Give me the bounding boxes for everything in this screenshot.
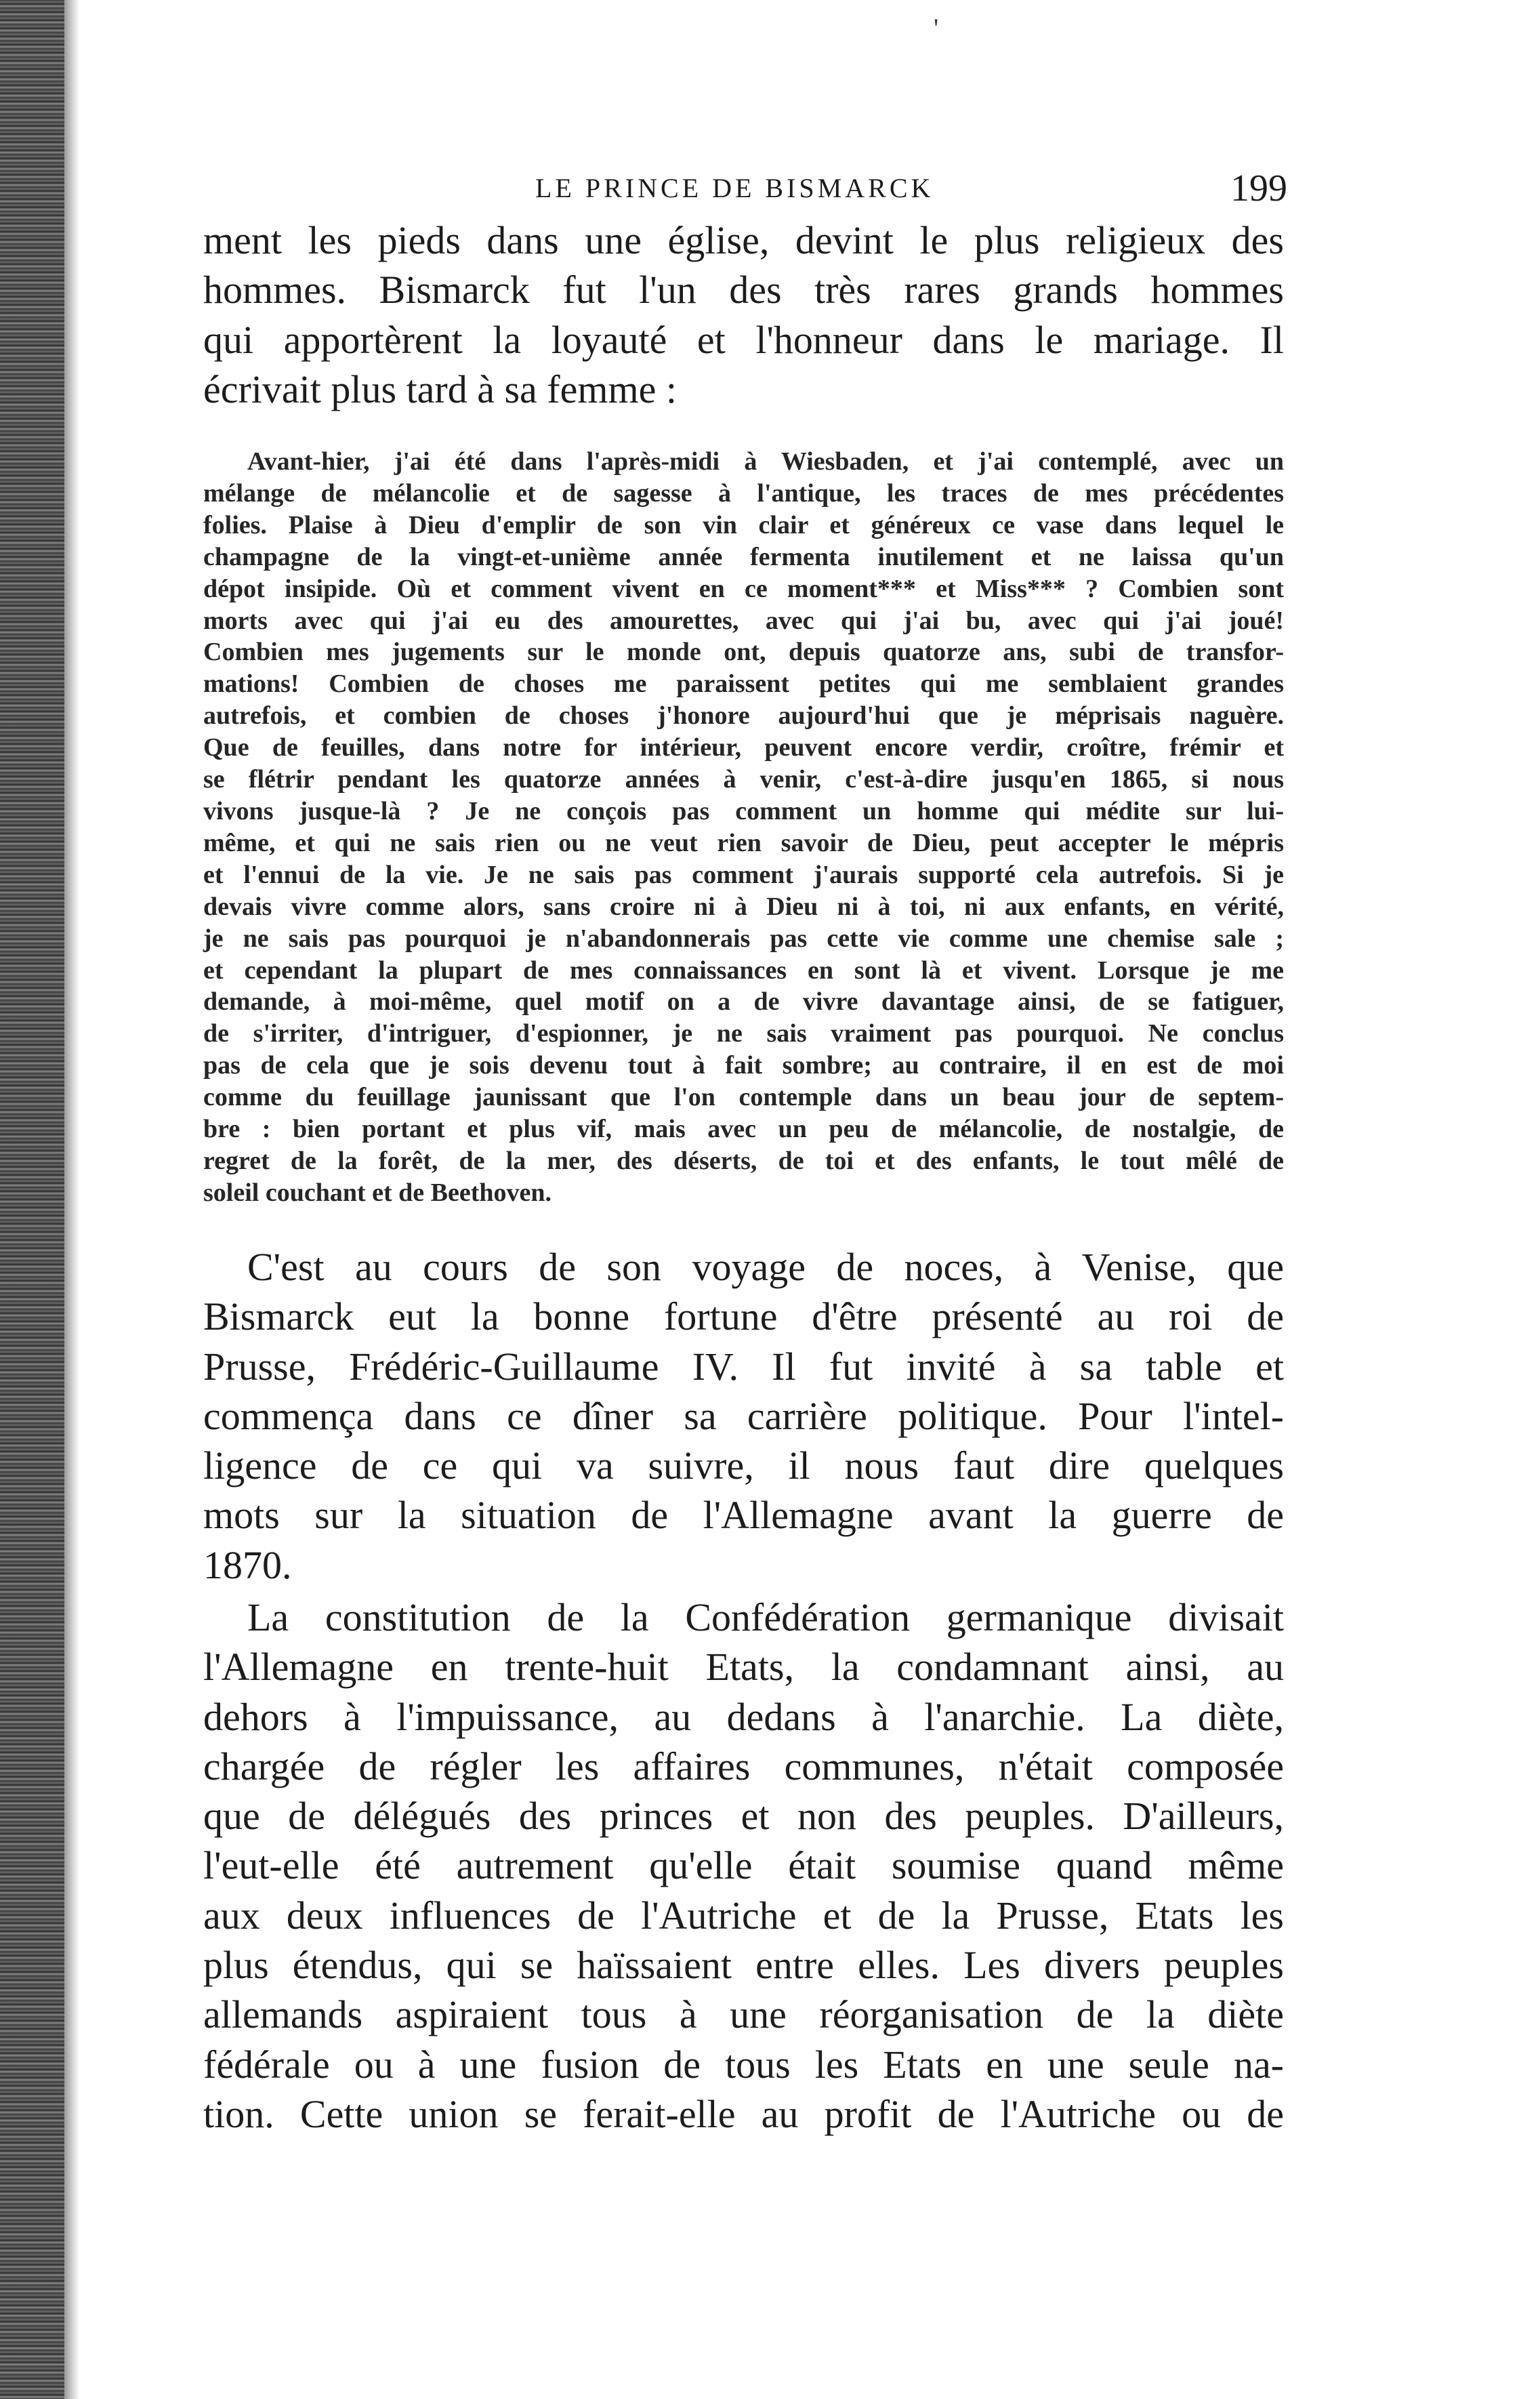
quote-line: mations! Combien de choses me paraissent petites qui me semblaient grandes <box>203 670 1284 699</box>
quote-line: champagne de la vingt-et-unième année fermenta inutilement et ne laissa qu'un <box>203 542 1284 571</box>
text-line: que de délégués des princes et non des peuples. D'ailleurs, <box>203 1794 1284 1839</box>
letter-quotation <box>203 446 1284 1209</box>
quote-line: vivons jusque-là ? Je ne conçois pas comment un homme qui médite sur lui- <box>203 796 1284 825</box>
page-number: 199 <box>1230 167 1287 209</box>
text-line: commença dans ce dîner sa carrière politique. Pour l'intel- <box>203 1393 1284 1438</box>
text-line: C'est au cours de son voyage de noces, à Venise, que <box>247 1245 1284 1289</box>
quote-line: soleil couchant et de Beethoven. <box>203 1178 552 1207</box>
quote-line: dépot insipide. Où et comment vivent en ce moment*** et Miss*** ? Combien sont <box>203 574 1284 603</box>
text-line: mots sur la situation de l'Allemagne avant la guerre de <box>203 1493 1284 1538</box>
page-gutter-shadow <box>64 0 79 2399</box>
quote-line: se flétrir pendant les quatorze années à venir, c'est-à-dire jusqu'en 1865, si nous <box>203 765 1284 794</box>
text-line: l'Allemagne en trente-huit Etats, la condamnant ainsi, au <box>203 1645 1284 1689</box>
text-line: plus étendus, qui se haïssaient entre elles. Les divers peuples <box>203 1943 1284 1988</box>
text-line: Prusse, Frédéric-Guillaume IV. Il fut invité à sa table et <box>203 1344 1284 1389</box>
text-line: allemands aspiraient tous à une réorganisation de la diète <box>203 1992 1284 2037</box>
quote-line: et cependant la plupart de mes connaissances en sont là et vivent. Lorsque je me <box>203 956 1284 985</box>
quote-line: Avant-hier, j'ai été dans l'après-midi à Wiesbaden, et j'ai contemplé, avec un <box>247 447 1284 476</box>
quote-line: Combien mes jugements sur le monde ont, depuis quatorze ans, subi de transfor- <box>203 638 1284 667</box>
quote-line: de s'irriter, d'intriguer, d'espionner, je ne sais vraiment pas pourquoi. Ne conclus <box>203 1019 1284 1048</box>
text-line: Bismarck eut la bonne fortune d'être présenté au roi de <box>203 1294 1284 1339</box>
text-line: hommes. Bismarck fut l'un des très rares grands hommes <box>203 268 1284 312</box>
book-binding-edge <box>0 0 64 2399</box>
text-line: ment les pieds dans une église, devint le plus religieux des <box>203 218 1284 262</box>
quote-line: autrefois, et combien de choses j'honore aujourd'hui que je méprisais naguère. <box>203 701 1284 731</box>
quote-line: Que de feuilles, dans notre for intérieur, peuvent encore verdir, croître, frémir et <box>203 733 1284 762</box>
paragraph-continued <box>203 216 1284 414</box>
text-line: écrivait plus tard à sa femme : <box>203 367 677 411</box>
text-line: ligence de ce qui va suivre, il nous faut dire quelques <box>203 1443 1284 1488</box>
text-line: La constitution de la Confédération germanique divisait <box>247 1595 1284 1639</box>
quote-line: mélange de mélancolie et de sagesse à l'antique, les traces de mes précédentes <box>203 478 1284 508</box>
quote-line: je ne sais pas pourquoi je n'abandonnerais pas cette vie comme une chemise sale ; <box>203 924 1284 953</box>
quote-line: devais vivre comme alors, sans croire ni à Dieu ni à toi, ni aux enfants, en vérité, <box>203 892 1284 921</box>
text-line: qui apportèrent la loyauté et l'honneur dans le mariage. Il <box>203 317 1284 362</box>
text-line: dehors à l'impuissance, au dedans à l'anarchie. La diète, <box>203 1694 1284 1739</box>
running-head <box>203 161 1314 216</box>
text-line: l'eut-elle été autrement qu'elle était soumise quand même <box>203 1843 1284 1888</box>
quote-line: bre : bien portant et plus vif, mais avec un peu de mélancolie, de nostalgie, de <box>203 1115 1284 1144</box>
quote-line: même, et qui ne sais rien ou ne veut rien savoir de Dieu, peut accepter le mépris <box>203 828 1284 857</box>
text-line: tion. Cette union se ferait-elle au profit de l'Autriche ou de <box>203 2091 1284 2136</box>
running-title: LE PRINCE DE BISMARCK <box>535 173 934 203</box>
quote-line: comme du feuillage jaunissant que l'on contemple dans un beau jour de septem- <box>203 1083 1284 1112</box>
paragraph-voyage <box>203 1242 1284 1590</box>
quote-line: regret de la forêt, de la mer, des déserts, de toi et des enfants, le tout mêlé de <box>203 1146 1284 1175</box>
quote-line: demande, à moi-même, quel motif on a de vivre davantage ainsi, de se fatiguer, <box>203 987 1284 1017</box>
text-line: aux deux influences de l'Autriche et de la Prusse, Etats les <box>203 1893 1284 1937</box>
text-line: 1870. <box>203 1542 292 1587</box>
quote-line: et l'ennui de la vie. Je ne sais pas comment j'aurais supporté cela autrefois. Si je <box>203 860 1284 889</box>
quote-line: pas de cela que je sois devenu tout à fait sombre; au contraire, il en est de moi <box>203 1051 1284 1080</box>
quote-line: morts avec qui j'ai eu des amourettes, avec qui j'ai bu, avec qui j'ai joué! <box>203 606 1284 635</box>
text-line: fédérale ou à une fusion de tous les Etats en une seule na- <box>203 2042 1284 2087</box>
quote-line: folies. Plaise à Dieu d'emplir de son vin clair et généreux ce vase dans lequel le <box>203 510 1284 539</box>
top-mark: ' <box>934 13 939 43</box>
text-line: chargée de régler les affaires communes, n'était composée <box>203 1744 1284 1788</box>
paragraph-confederation <box>203 1593 1284 2139</box>
